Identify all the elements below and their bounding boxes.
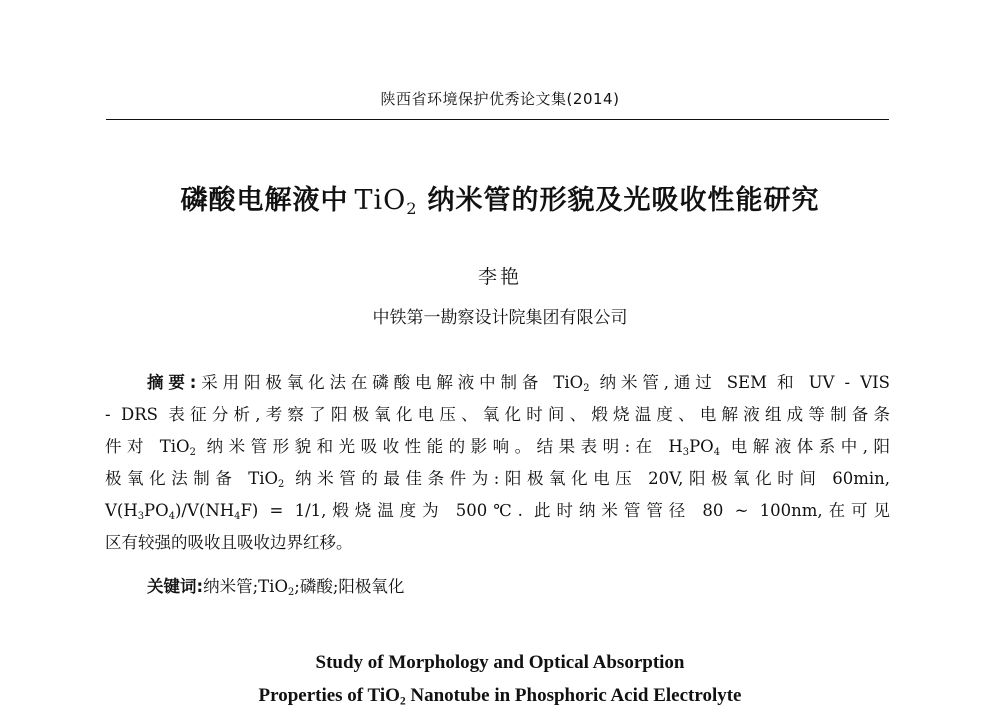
- keywords: 关键词:纳米管;TiO$_2$;磷酸;阳极氧化: [147, 577, 405, 598]
- english-title-line1: Study of Morphology and Optical Absorption: [315, 652, 685, 673]
- abstract-line: $V(H_3PO_4)/V(NH_4F) = 1/1$,煅烧温度为 500℃. 此时纳米管管径 80 ~ 100nm,在可见: [105, 501, 890, 522]
- english-title: [0, 646, 1000, 712]
- author-name: 李艳: [477, 266, 522, 288]
- title-part1: 磷酸电解液中: [180, 185, 349, 216]
- title-formula: TiO$_2$: [354, 185, 418, 218]
- running-header: 陕西省环境保护优秀论文集(2014): [380, 90, 620, 108]
- title-part2: 纳米管的形貌及光吸收性能研究: [427, 185, 820, 216]
- author-affiliation: 中铁第一勘察设计院集团有限公司: [372, 308, 628, 328]
- paper-title: [0, 178, 1000, 217]
- english-title-line2: Properties of TiO$_2$ Nanotube in Phosphoric Acid Electrolyte: [258, 685, 742, 708]
- abstract-line: 极氧化法制备 TiO$_2$ 纳米管的最佳条件为:阳极氧化电压 20V,阳极氧化时间 60min,: [105, 469, 890, 490]
- abstract-line: 区有较强的吸收且吸收边界红移。: [105, 533, 353, 552]
- abstract: [105, 367, 890, 559]
- abstract-line: - DRS 表征分析,考察了阳极氧化电压、氧化时间、煅烧温度、电解液组成等制备条: [105, 405, 890, 424]
- abstract-line: 件对 TiO$_2$ 纳米管形貌和光吸收性能的影响。结果表明:在 $H_3PO_4$ 电解液体系中,阳: [105, 437, 890, 458]
- keywords-label: 关键词:: [147, 577, 204, 596]
- header-rule: [106, 119, 889, 120]
- abstract-line: 摘要:采用阳极氧化法在磷酸电解液中制备 TiO$_2$ 纳米管,通过 SEM 和 UV - VIS: [147, 373, 890, 394]
- abstract-label: 摘要:: [147, 373, 197, 392]
